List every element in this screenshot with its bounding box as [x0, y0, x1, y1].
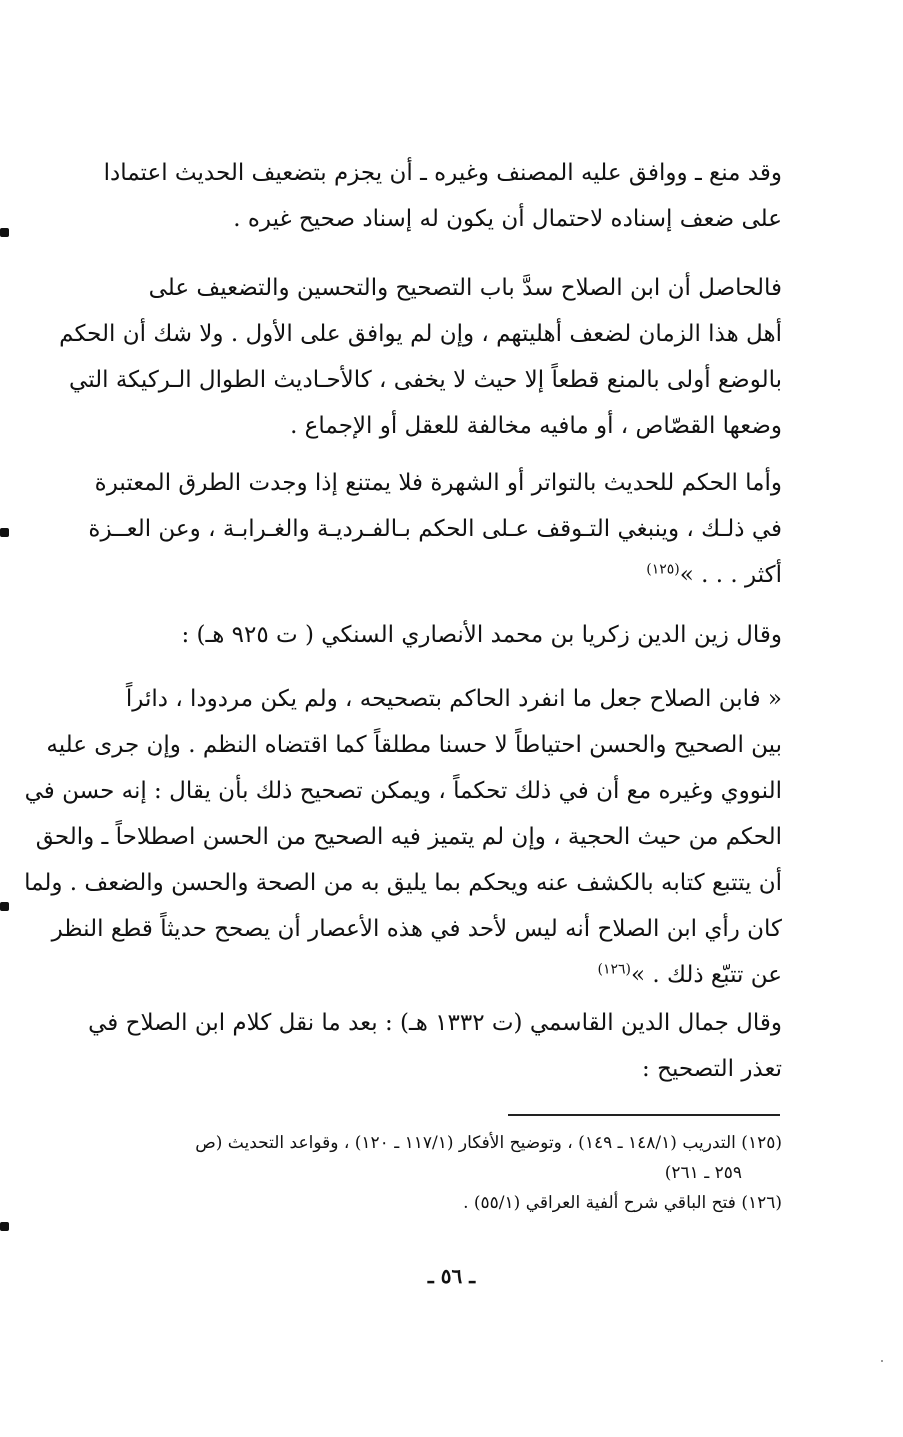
- text-line: أكثر . . . »: [679, 562, 782, 588]
- text-line: فالحاصل أن ابن الصلاح سدَّ باب التصحيح والتحسين والتضعيف على: [148, 275, 782, 301]
- scan-speck: [881, 1360, 883, 1362]
- text-line: أن يتتبع كتابه بالكشف عنه ويحكم بما يليق به من الصحة والحسن والضعف . ولما: [24, 870, 782, 896]
- text-line-with-footnote: [100, 552, 782, 598]
- text-line: تعذر التصحيح :: [642, 1056, 782, 1082]
- paragraph-4: [100, 612, 782, 658]
- footnote-reference: (١٢٦): [597, 961, 631, 978]
- margin-mark: [0, 528, 9, 537]
- text-line: النووي وغيره مع أن في ذلك تحكماً ، ويمكن تصحيح ذلك بأن يقال : إنه حسن في: [24, 778, 782, 804]
- text-line: وأما الحكم للحديث بالتواتر أو الشهرة فلا يمتنع إذا وجدت الطرق المعتبرة: [94, 470, 782, 496]
- footnote-126: (١٢٦) فتح الباقي شرح ألفية العراقي (٥٥/١) .: [463, 1193, 782, 1213]
- margin-mark: [0, 902, 9, 911]
- text-line: وقد منع ـ ووافق عليه المصنف وغيره ـ أن يجزم بتضعيف الحديث اعتمادا: [103, 160, 782, 186]
- text-line: وقال جمال الدين القاسمي (ت ١٣٣٢ هـ) : بعد ما نقل كلام ابن الصلاح في: [88, 1010, 782, 1036]
- text-line: وقال زين الدين زكريا بن محمد الأنصاري السنكي ( ت ٩٢٥ هـ) :: [181, 622, 782, 648]
- text-line: الحكم من حيث الحجية ، وإن لم يتميز فيه الصحيح من الحسن اصطلاحاً ـ والحق: [35, 824, 782, 850]
- text-line: أهل هذا الزمان لضعف أهليتهم ، وإن لم يوافق على الأول . ولا شك أن الحكم: [59, 321, 782, 347]
- footnote-125-continuation: ٢٥٩ ـ ٢٦١): [664, 1163, 742, 1183]
- footnotes: [100, 1128, 782, 1218]
- margin-mark: [0, 1222, 9, 1231]
- margin-mark: [0, 228, 9, 237]
- paragraph-3: [88, 460, 782, 598]
- text-line: على ضعف إسناده لاحتمال أن يكون له إسناد صحيح غيره .: [233, 206, 782, 232]
- text-line: « فابن الصلاح جعل ما انفرد الحاكم بتصحيحه ، ولم يكن مردودا ، دائراً: [125, 686, 782, 712]
- footnote-125: (١٢٥) التدريب (١٤٨/١ ـ ١٤٩) ، وتوضيح الأفكار (١١٧/١ ـ ١٢٠) ، وقواعد التحديث (ص: [195, 1133, 782, 1153]
- page-number: ـ ٥٦ ـ: [427, 1264, 476, 1288]
- text-line: بالوضع أولى بالمنع قطعاً إلا حيث لا يخفى ، كالأحـاديث الطوال الـركيكة التي: [69, 367, 782, 393]
- text-line: عن تتبّع ذلك . »: [630, 962, 782, 988]
- text-line: كان رأي ابن الصلاح أنه ليس لأحد في هذه الأعصار أن يصحح حديثاً قطع النظر: [51, 916, 782, 942]
- footnote-separator: [508, 1114, 780, 1116]
- text-line-with-footnote: [100, 952, 782, 998]
- paragraph-2: [59, 265, 782, 449]
- text-line: بين الصحيح والحسن احتياطاً لا حسنا مطلقاً كما اقتضاه النظم . وإن جرى عليه: [46, 732, 782, 758]
- paragraph-1: [100, 150, 782, 242]
- footnote-reference: (١٢٥): [646, 561, 680, 578]
- text-line: وضعها القصّاص ، أو مافيه مخالفة للعقل أو الإجماع .: [290, 413, 782, 439]
- paragraph-5-quote: [24, 676, 782, 998]
- paragraph-6: [88, 1000, 782, 1092]
- text-line: في ذلـك ، وينبغي التـوقف عـلى الحكم بـالفـرديـة والغـرابـة ، وعن العــزة: [88, 516, 782, 542]
